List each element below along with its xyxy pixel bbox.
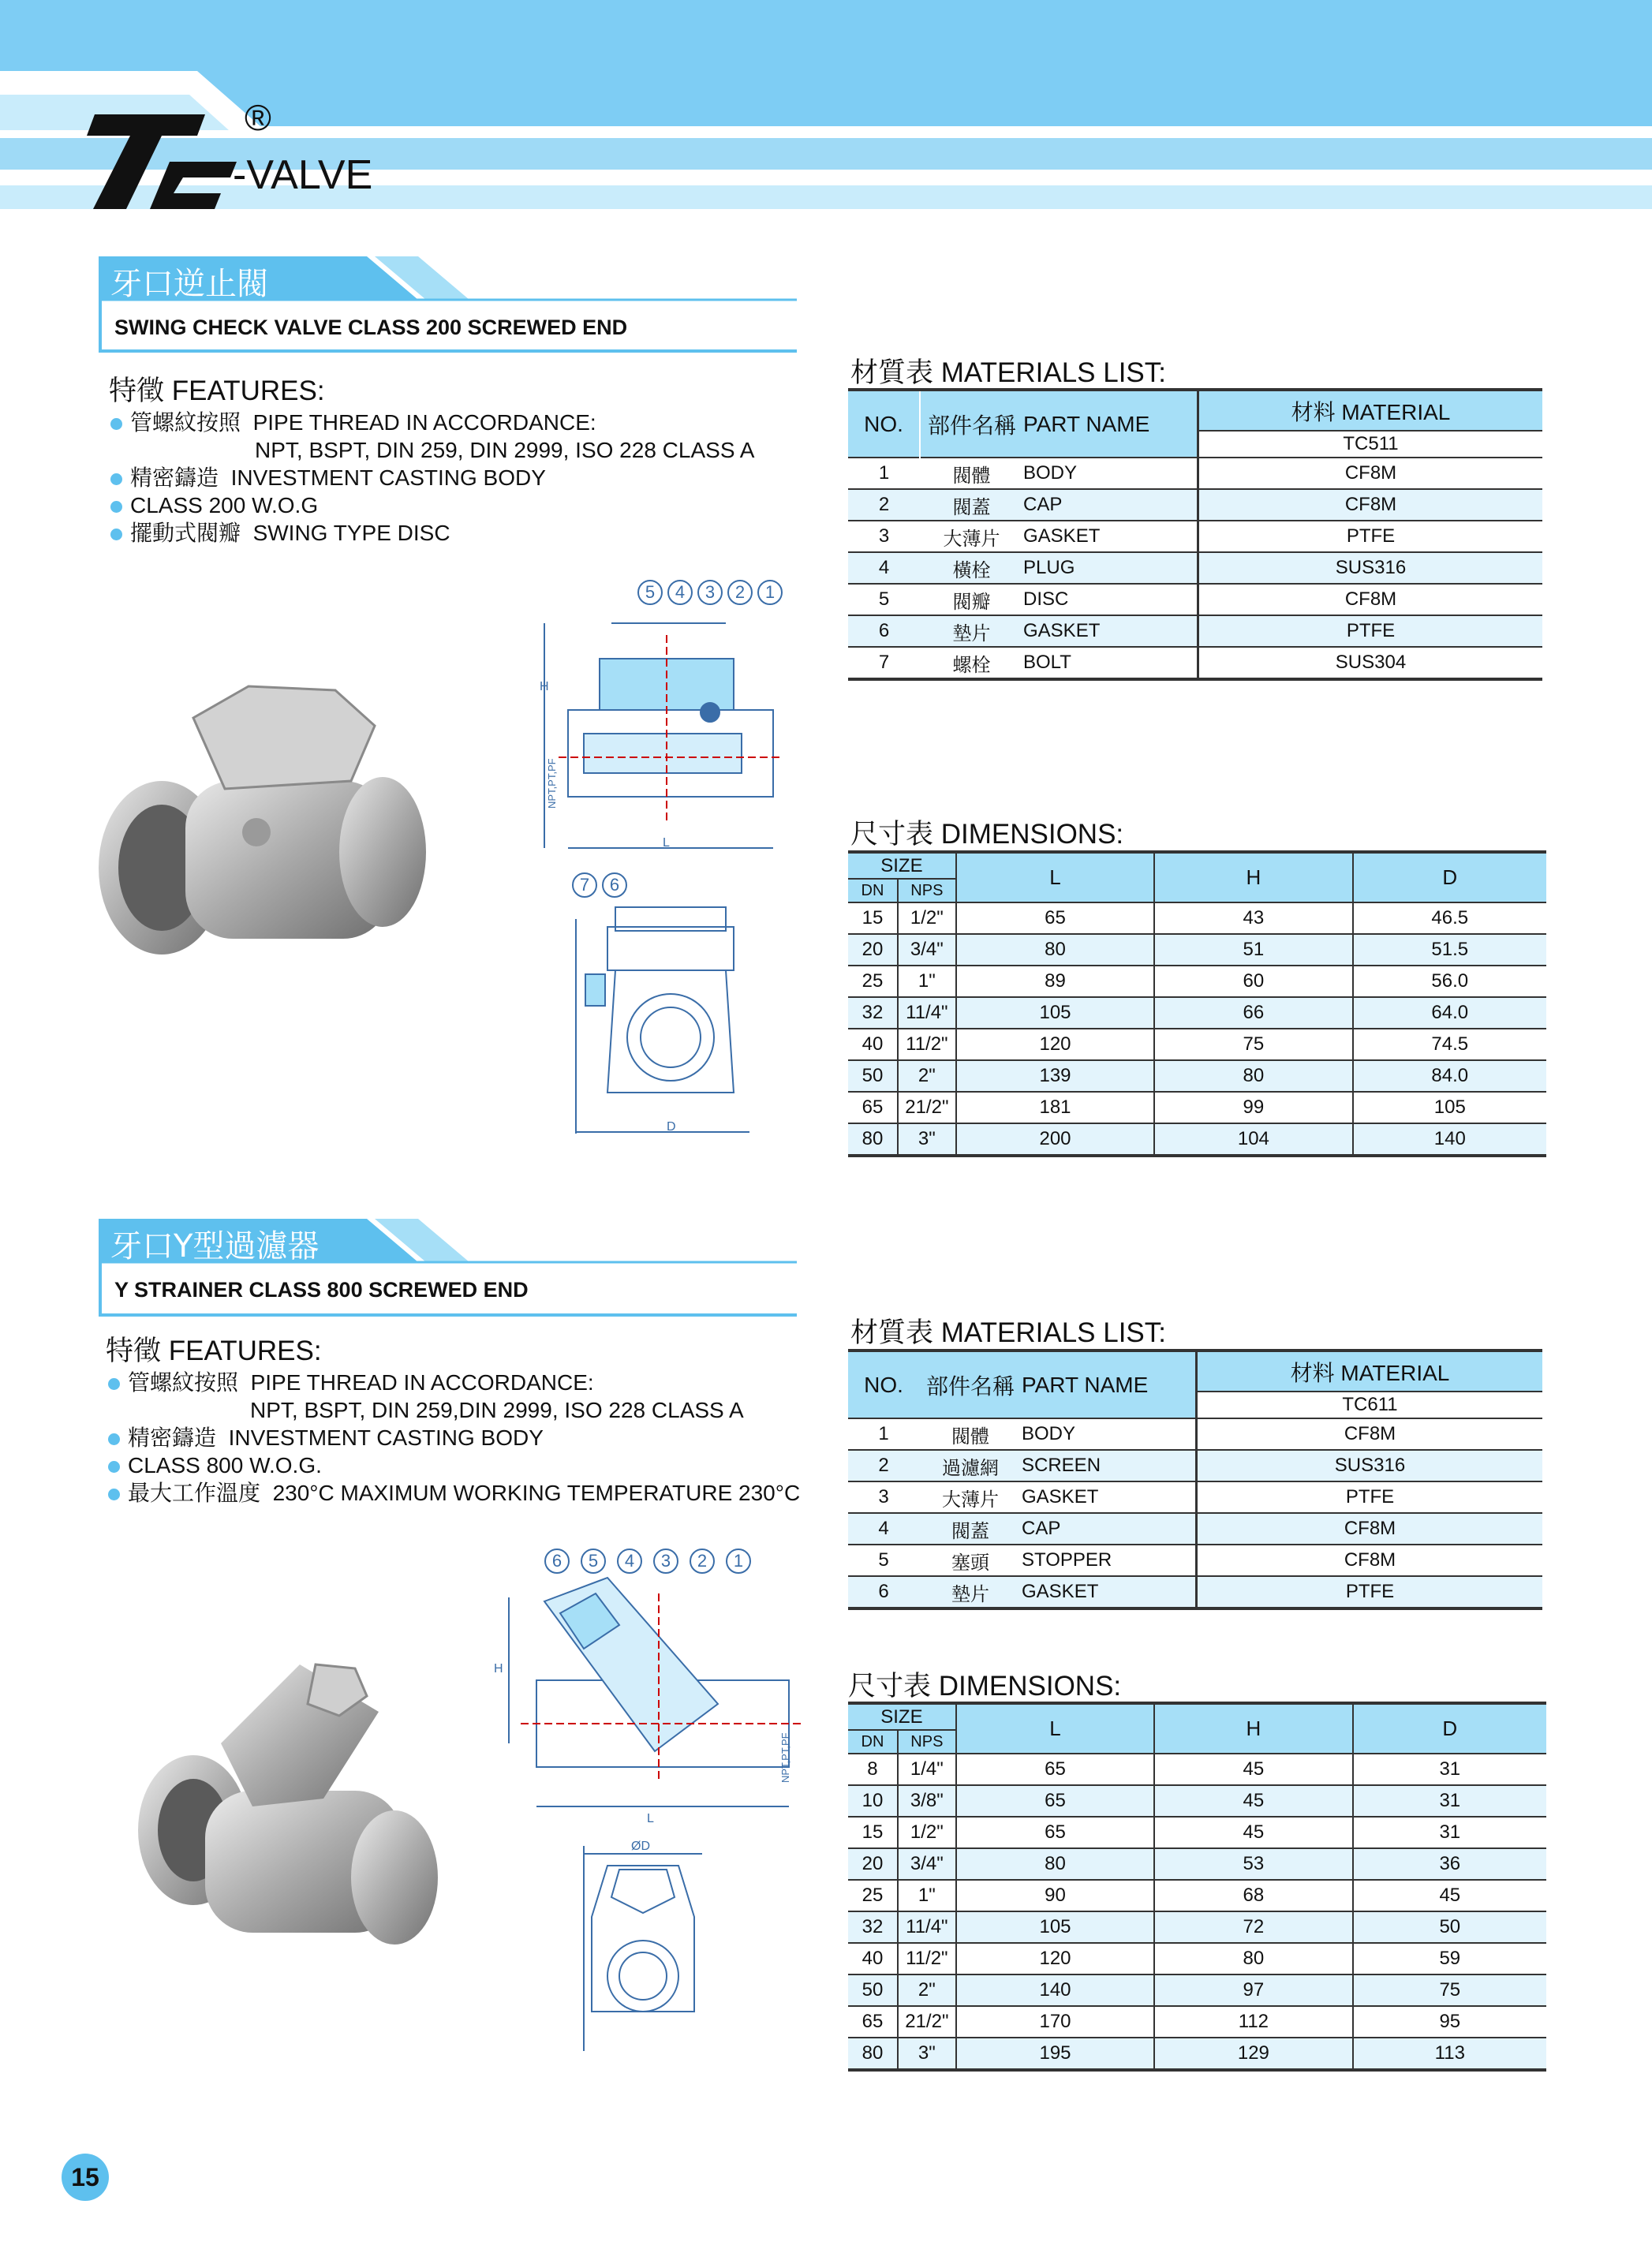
callout-2: 2 <box>690 1549 715 1574</box>
bullet-icon <box>110 418 122 430</box>
row-d: 95 <box>1353 2006 1546 2038</box>
col-material: 材料 MATERIAL <box>1197 1351 1543 1392</box>
swing-thread-label: NPT,PT,PF <box>546 758 558 809</box>
row-part-cn: 閥瓣 <box>920 584 1023 615</box>
row-h: 72 <box>1154 1911 1352 1943</box>
swing-callouts-top <box>637 580 787 605</box>
col-no: NO. <box>848 1351 919 1418</box>
material-row <box>848 1576 1542 1608</box>
row-material: CF8M <box>1198 489 1543 521</box>
row-part-en: SCREEN <box>1022 1450 1197 1481</box>
material-row <box>848 1418 1542 1450</box>
row-part-cn: 閥蓋 <box>920 489 1023 521</box>
bullet-icon <box>110 473 122 485</box>
row-nps: 2" <box>898 1060 956 1092</box>
material-row <box>848 521 1542 552</box>
col-h: H <box>1154 1703 1352 1754</box>
row-d: 51.5 <box>1353 934 1546 966</box>
swing-valve-photo <box>91 671 438 962</box>
row-dn: 40 <box>848 1029 898 1060</box>
col-material: 材料 MATERIAL <box>1198 390 1543 431</box>
row-no: 2 <box>848 489 920 521</box>
row-d: 74.5 <box>1353 1029 1546 1060</box>
row-part-cn: 閥體 <box>919 1418 1022 1450</box>
ystrainer-dim-d: ØD <box>631 1840 650 1853</box>
row-h: 60 <box>1154 966 1352 997</box>
material-row <box>848 1481 1542 1513</box>
swing-dimensions-table <box>848 850 1546 1157</box>
swing-materials-table <box>848 388 1542 681</box>
ystrainer-drawing <box>489 1546 805 2083</box>
callout-3: 3 <box>653 1549 678 1574</box>
row-h: 99 <box>1154 1092 1352 1123</box>
row-no: 5 <box>848 1545 919 1576</box>
row-d: 105 <box>1353 1092 1546 1123</box>
row-nps: 21/2" <box>898 2006 956 2038</box>
col-part-en: PART NAME <box>1022 1351 1197 1418</box>
feature-item: 精密鑄造 INVESTMENT CASTING BODY <box>108 1424 800 1451</box>
row-d: 56.0 <box>1353 966 1546 997</box>
col-nps: NPS <box>898 1730 956 1754</box>
row-l: 120 <box>956 1029 1154 1060</box>
row-l: 65 <box>956 1817 1154 1848</box>
row-part-en: GASKET <box>1022 1481 1197 1513</box>
row-l: 65 <box>956 1754 1154 1785</box>
row-dn: 32 <box>848 997 898 1029</box>
row-no: 6 <box>848 1576 919 1608</box>
row-dn: 50 <box>848 1060 898 1092</box>
swing-title-en: SWING CHECK VALVE CLASS 200 SCREWED END <box>114 316 628 339</box>
row-dn: 25 <box>848 966 898 997</box>
row-nps: 11/2" <box>898 1943 956 1974</box>
row-h: 80 <box>1154 1060 1352 1092</box>
ystrainer-features-head: 特徵 FEATURES: <box>106 1336 322 1366</box>
callout-5: 5 <box>581 1549 606 1574</box>
col-h: H <box>1154 852 1352 902</box>
row-nps: 1/2" <box>898 1817 956 1848</box>
row-h: 43 <box>1154 902 1352 934</box>
col-l: L <box>956 1703 1154 1754</box>
row-material: SUS316 <box>1198 552 1543 584</box>
row-h: 97 <box>1154 1974 1352 2006</box>
row-no: 7 <box>848 647 920 679</box>
row-d: 36 <box>1353 1848 1546 1880</box>
row-d: 50 <box>1353 1911 1546 1943</box>
ystrainer-dim-l: L <box>647 1812 654 1825</box>
row-part-cn: 螺栓 <box>920 647 1023 679</box>
feature-item: 擺動式閥瓣 SWING TYPE DISC <box>110 519 754 547</box>
swing-valve-drawing <box>536 572 797 1140</box>
row-no: 3 <box>848 1481 919 1513</box>
row-part-cn: 閥體 <box>920 458 1023 489</box>
swing-dim-d: D <box>667 1120 676 1134</box>
row-h: 51 <box>1154 934 1352 966</box>
material-row <box>848 1545 1542 1576</box>
row-h: 53 <box>1154 1848 1352 1880</box>
row-l: 139 <box>956 1060 1154 1092</box>
feature-item: 管螺紋按照 PIPE THREAD IN ACCORDANCE: <box>108 1369 800 1396</box>
row-l: 170 <box>956 2006 1154 2038</box>
swing-title-cn: 牙口逆止閥 <box>110 266 268 302</box>
row-dn: 25 <box>848 1880 898 1911</box>
row-dn: 10 <box>848 1785 898 1817</box>
row-no: 5 <box>848 584 920 615</box>
col-part-cn: 部件名稱 <box>920 390 1023 458</box>
row-part-en: CAP <box>1022 1513 1197 1545</box>
bullet-icon <box>108 1378 120 1390</box>
row-nps: 1/2" <box>898 902 956 934</box>
row-part-en: DISC <box>1023 584 1198 615</box>
col-d: D <box>1353 1703 1546 1754</box>
ystrainer-materials-table <box>848 1349 1542 1610</box>
row-nps: 2" <box>898 1974 956 2006</box>
row-material: PTFE <box>1198 521 1543 552</box>
callout-3: 3 <box>697 580 723 605</box>
row-l: 181 <box>956 1092 1154 1123</box>
row-l: 89 <box>956 966 1154 997</box>
row-l: 105 <box>956 997 1154 1029</box>
dimension-row <box>848 997 1546 1029</box>
row-material: CF8M <box>1198 584 1543 615</box>
feature-item: 最大工作溫度 230°C MAXIMUM WORKING TEMPERATURE 230°C <box>108 1479 800 1507</box>
ystrainer-dim-h: H <box>494 1662 503 1676</box>
row-nps: 3/4" <box>898 1848 956 1880</box>
row-part-en: STOPPER <box>1022 1545 1197 1576</box>
row-nps: 11/2" <box>898 1029 956 1060</box>
row-l: 195 <box>956 2038 1154 2070</box>
row-h: 112 <box>1154 2006 1352 2038</box>
col-size: SIZE <box>848 852 956 879</box>
row-material: PTFE <box>1197 1481 1543 1513</box>
row-dn: 65 <box>848 2006 898 2038</box>
ystrainer-materials-head: 材質表 MATERIALS LIST: <box>850 1317 1166 1348</box>
row-part-en: PLUG <box>1023 552 1198 584</box>
callout-2: 2 <box>727 580 753 605</box>
swing-dimensions-head: 尺寸表 DIMENSIONS: <box>850 819 1124 850</box>
dimension-row <box>848 1754 1546 1785</box>
dimension-row <box>848 902 1546 934</box>
model-code: TC511 <box>1198 431 1543 458</box>
row-no: 4 <box>848 552 920 584</box>
material-row <box>848 615 1542 647</box>
row-material: SUS316 <box>1197 1450 1543 1481</box>
row-h: 45 <box>1154 1785 1352 1817</box>
col-size: SIZE <box>848 1703 956 1730</box>
bullet-icon <box>108 1461 120 1473</box>
swing-dim-l: L <box>663 836 670 850</box>
dimension-row <box>848 1911 1546 1943</box>
ystrainer-dimensions-head: 尺寸表 DIMENSIONS: <box>848 1671 1122 1702</box>
row-dn: 32 <box>848 1911 898 1943</box>
callout-4: 4 <box>667 580 693 605</box>
row-material: CF8M <box>1197 1513 1543 1545</box>
feature-item: 精密鑄造 INVESTMENT CASTING BODY <box>110 464 754 491</box>
row-l: 90 <box>956 1880 1154 1911</box>
material-row <box>848 584 1542 615</box>
row-d: 64.0 <box>1353 997 1546 1029</box>
callout-4: 4 <box>617 1549 642 1574</box>
dimension-row <box>848 1092 1546 1123</box>
row-d: 75 <box>1353 1974 1546 2006</box>
row-h: 66 <box>1154 997 1352 1029</box>
ystrainer-features-list <box>108 1369 800 1507</box>
material-row <box>848 1513 1542 1545</box>
bullet-icon <box>110 529 122 540</box>
row-material: SUS304 <box>1198 647 1543 679</box>
row-part-en: GASKET <box>1022 1576 1197 1608</box>
bullet-icon <box>110 501 122 513</box>
row-d: 45 <box>1353 1880 1546 1911</box>
row-l: 65 <box>956 1785 1154 1817</box>
callout-5: 5 <box>637 580 663 605</box>
row-part-cn: 墊片 <box>919 1576 1022 1608</box>
col-part-en: PART NAME <box>1023 390 1198 458</box>
dimension-row <box>848 1974 1546 2006</box>
row-material: CF8M <box>1197 1418 1543 1450</box>
row-dn: 20 <box>848 934 898 966</box>
col-nps: NPS <box>898 879 956 902</box>
row-part-en: CAP <box>1023 489 1198 521</box>
dimension-row <box>848 966 1546 997</box>
col-d: D <box>1353 852 1546 902</box>
row-part-cn: 塞頭 <box>919 1545 1022 1576</box>
row-material: CF8M <box>1198 458 1543 489</box>
row-part-en: GASKET <box>1023 521 1198 552</box>
row-nps: 1" <box>898 1880 956 1911</box>
dimension-row <box>848 1785 1546 1817</box>
dimension-row <box>848 1029 1546 1060</box>
row-dn: 15 <box>848 1817 898 1848</box>
callout-1: 1 <box>757 580 783 605</box>
swing-features-head: 特徵 FEATURES: <box>109 375 325 406</box>
row-d: 59 <box>1353 1943 1546 1974</box>
swing-features-list <box>110 409 754 547</box>
row-part-cn: 墊片 <box>920 615 1023 647</box>
row-h: 45 <box>1154 1817 1352 1848</box>
dimension-row <box>848 934 1546 966</box>
row-h: 104 <box>1154 1123 1352 1156</box>
brand-name: -VALVE <box>233 152 373 198</box>
swing-materials-head: 材質表 MATERIALS LIST: <box>850 357 1166 388</box>
material-row <box>848 647 1542 679</box>
material-row <box>848 1450 1542 1481</box>
row-no: 1 <box>848 1418 919 1450</box>
row-l: 120 <box>956 1943 1154 1974</box>
row-l: 80 <box>956 1848 1154 1880</box>
row-no: 6 <box>848 615 920 647</box>
row-d: 113 <box>1353 2038 1546 2070</box>
model-code: TC611 <box>1197 1392 1543 1418</box>
dimension-row <box>848 2038 1546 2070</box>
row-dn: 65 <box>848 1092 898 1123</box>
row-dn: 8 <box>848 1754 898 1785</box>
ystrainer-title-en: Y STRAINER CLASS 800 SCREWED END <box>114 1278 529 1302</box>
row-part-en: BODY <box>1022 1418 1197 1450</box>
callout-6: 6 <box>544 1549 570 1574</box>
row-dn: 80 <box>848 1123 898 1156</box>
row-part-cn: 過濾網 <box>919 1450 1022 1481</box>
col-no: NO. <box>848 390 920 458</box>
row-part-en: BODY <box>1023 458 1198 489</box>
col-dn: DN <box>861 1732 884 1750</box>
row-h: 129 <box>1154 2038 1352 2070</box>
swing-dim-h: H <box>540 680 549 693</box>
row-h: 45 <box>1154 1754 1352 1785</box>
dimension-row <box>848 1817 1546 1848</box>
ystrainer-thread-label: NPT,PT,PF <box>779 1732 791 1783</box>
row-part-cn: 橫栓 <box>920 552 1023 584</box>
row-l: 105 <box>956 1911 1154 1943</box>
feature-item: CLASS 800 W.O.G. <box>108 1451 800 1479</box>
dimension-row <box>848 1123 1546 1156</box>
row-nps: 3/4" <box>898 934 956 966</box>
row-nps: 1/4" <box>898 1754 956 1785</box>
callout-1: 1 <box>726 1549 751 1574</box>
swing-callouts-bottom <box>572 872 632 898</box>
row-no: 2 <box>848 1450 919 1481</box>
row-d: 31 <box>1353 1754 1546 1785</box>
row-nps: 11/4" <box>898 997 956 1029</box>
ystrainer-photo <box>118 1649 458 1964</box>
material-row <box>848 552 1542 584</box>
row-dn: 50 <box>848 1974 898 2006</box>
feature-item: NPT, BSPT, DIN 259,DIN 2999, ISO 228 CLASS A <box>250 1398 744 1422</box>
feature-item: CLASS 200 W.O.G <box>110 491 754 519</box>
dimension-row <box>848 2006 1546 2038</box>
row-dn: 80 <box>848 2038 898 2070</box>
row-nps: 21/2" <box>898 1092 956 1123</box>
row-l: 140 <box>956 1974 1154 2006</box>
row-nps: 3/8" <box>898 1785 956 1817</box>
row-dn: 40 <box>848 1943 898 1974</box>
col-part-cn: 部件名稱 <box>919 1351 1022 1418</box>
page-number: 15 <box>62 2154 109 2201</box>
row-no: 3 <box>848 521 920 552</box>
col-l: L <box>956 852 1154 902</box>
row-nps: 3" <box>898 2038 956 2070</box>
row-nps: 1" <box>898 966 956 997</box>
row-d: 31 <box>1353 1817 1546 1848</box>
feature-item: 管螺紋按照 PIPE THREAD IN ACCORDANCE: <box>110 409 754 436</box>
material-row <box>848 489 1542 521</box>
row-no: 1 <box>848 458 920 489</box>
row-l: 200 <box>956 1123 1154 1156</box>
registered-mark: ® <box>245 97 271 138</box>
row-material: PTFE <box>1197 1576 1543 1608</box>
callout-7: 7 <box>572 872 597 898</box>
bullet-icon <box>108 1433 120 1445</box>
row-d: 46.5 <box>1353 902 1546 934</box>
row-part-cn: 大薄片 <box>919 1481 1022 1513</box>
dimension-row <box>848 1880 1546 1911</box>
row-part-cn: 閥蓋 <box>919 1513 1022 1545</box>
row-d: 31 <box>1353 1785 1546 1817</box>
row-d: 140 <box>1353 1123 1546 1156</box>
col-dn: DN <box>861 881 884 899</box>
bullet-icon <box>108 1489 120 1500</box>
row-l: 65 <box>956 902 1154 934</box>
callout-6: 6 <box>602 872 627 898</box>
row-part-en: GASKET <box>1023 615 1198 647</box>
ystrainer-dimensions-table <box>848 1702 1546 2072</box>
row-dn: 20 <box>848 1848 898 1880</box>
row-nps: 11/4" <box>898 1911 956 1943</box>
row-d: 84.0 <box>1353 1060 1546 1092</box>
row-material: PTFE <box>1198 615 1543 647</box>
row-part-en: BOLT <box>1023 647 1198 679</box>
row-h: 68 <box>1154 1880 1352 1911</box>
ystrainer-title-cn: 牙口Y型過濾器 <box>110 1228 320 1265</box>
row-material: CF8M <box>1197 1545 1543 1576</box>
row-nps: 3" <box>898 1123 956 1156</box>
row-l: 80 <box>956 934 1154 966</box>
feature-item: NPT, BSPT, DIN 259, DIN 2999, ISO 228 CLASS A <box>255 438 755 462</box>
row-h: 75 <box>1154 1029 1352 1060</box>
row-no: 4 <box>848 1513 919 1545</box>
ystrainer-callouts <box>544 1549 756 1574</box>
dimension-row <box>848 1848 1546 1880</box>
row-dn: 15 <box>848 902 898 934</box>
row-part-cn: 大薄片 <box>920 521 1023 552</box>
dimension-row <box>848 1060 1546 1092</box>
row-h: 80 <box>1154 1943 1352 1974</box>
material-row <box>848 458 1542 489</box>
dimension-row <box>848 1943 1546 1974</box>
